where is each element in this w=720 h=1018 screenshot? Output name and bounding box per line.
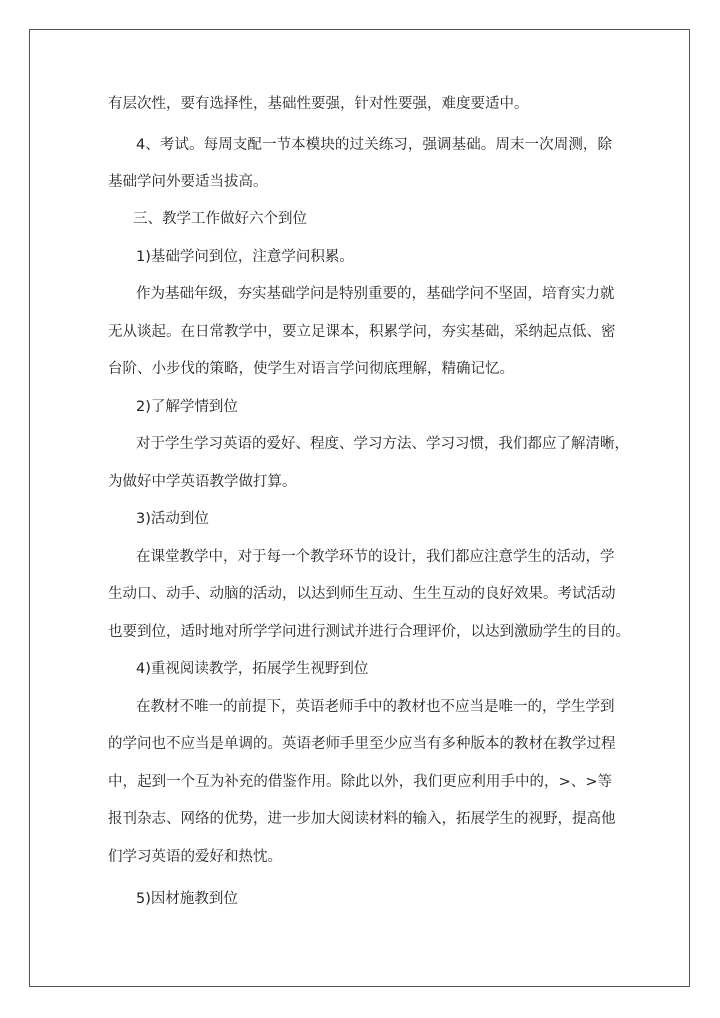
paragraph-line: 有层次性，要有选择性，基础性要强，针对性要强，难度要适中。	[108, 96, 529, 112]
subsection-heading: 1)基础学问到位，注意学问积累。	[136, 249, 354, 265]
paragraph-line: 4、考试。每周支配一节本模块的过关练习，强调基础。周末一次周测，除	[136, 137, 612, 153]
paragraph-line: 们学习英语的爱好和热忱。	[108, 849, 282, 865]
paragraph-line: 生动口、动手、动脑的活动，以达到师生互动、生生互动的良好效果。考试活动	[108, 586, 616, 602]
paragraph-line: 对于学生学习英语的爱好、程度、学习方法、学习习惯，我们都应了解清晰，	[136, 436, 629, 452]
paragraph-line: 为做好中学英语教学做打算。	[108, 474, 297, 490]
paragraph-line: 作为基础年级，夯实基础学问是特别重要的，基础学问不坚固，培育实力就	[136, 286, 615, 302]
paragraph-line: 也要到位，适时地对所学学问进行测试并进行合理评价，以达到激励学生的目的。	[108, 624, 630, 640]
paragraph-line: 报刊杂志、网络的优势，进一步加大阅读材料的输入，拓展学生的视野，提高他	[108, 811, 616, 827]
subsection-heading: 5)因材施教到位	[136, 891, 238, 907]
paragraph-line: 无从谈起。在日常教学中，要立足课本，积累学问，夯实基础，采纳起点低、密	[108, 324, 616, 340]
paragraph-line: 基础学问外要适当拔高。	[108, 174, 268, 190]
paragraph-line: 台阶、小步伐的策略，使学生对语言学问彻底理解，精确记忆。	[108, 361, 514, 377]
paragraph-line: 在教材不唯一的前提下，英语老师手中的教材也不应当是唯一的，学生学到	[136, 699, 615, 715]
paragraph-line: 的学问也不应当是单调的。英语老师手里至少应当有多种版本的教材在教学过程	[108, 736, 616, 752]
paragraph-line: 中，起到一个互为补充的借鉴作用。除此以外，我们更应利用手中的，>、>等	[108, 774, 612, 790]
paragraph-line: 在课堂教学中，对于每一个教学环节的设计，我们都应注意学生的活动，学	[136, 549, 615, 565]
section-heading: 三、教学工作做好六个到位	[133, 211, 307, 227]
subsection-heading: 2)了解学情到位	[136, 399, 238, 415]
subsection-heading: 4)重视阅读教学，拓展学生视野到位	[136, 661, 369, 677]
subsection-heading: 3)活动到位	[136, 511, 209, 527]
